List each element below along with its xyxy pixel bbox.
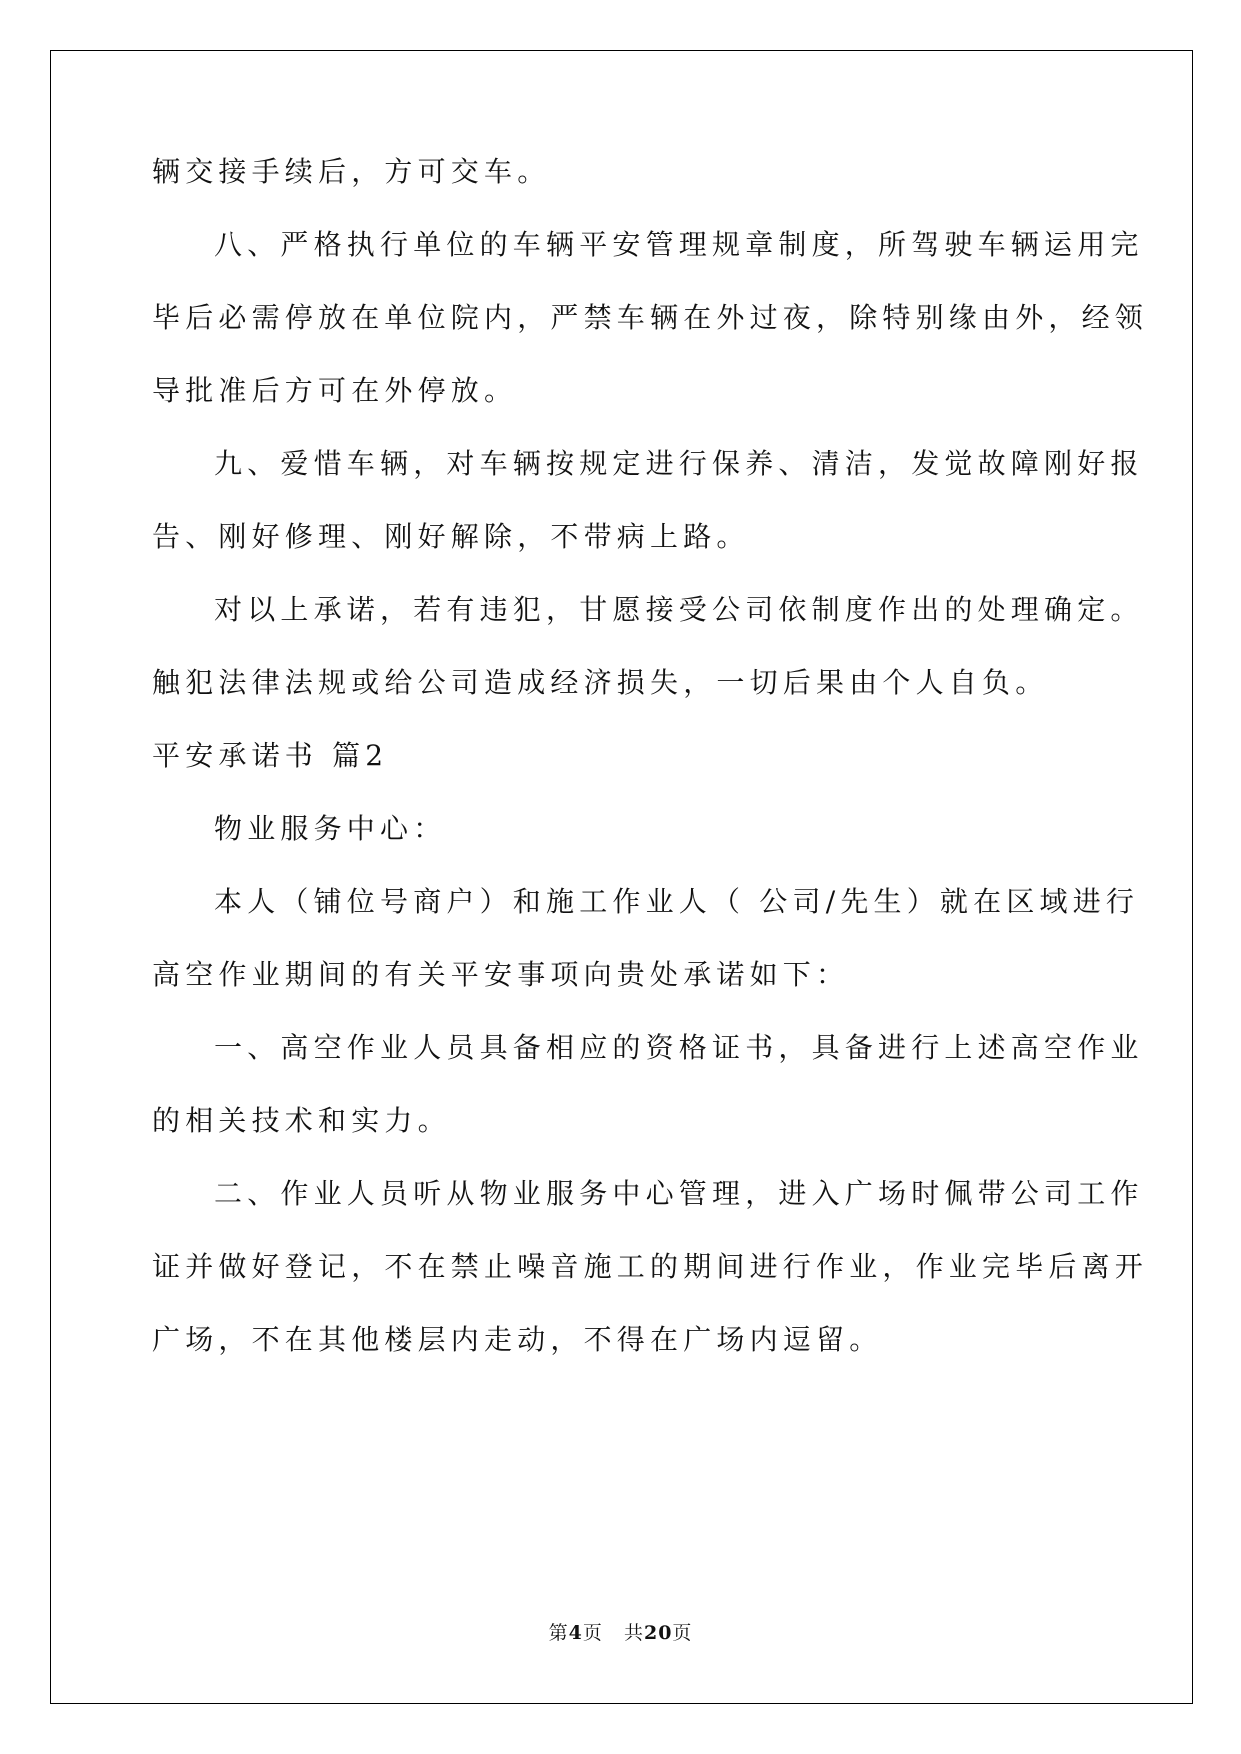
paragraph-line: 九、爱惜车辆，对车辆按规定进行保养、清洁，发觉故障刚好报 (214, 447, 1144, 480)
paragraph-line: 高空作业期间的有关平安事项向贵处承诺如下： (152, 958, 850, 991)
paragraph-line: 辆交接手续后，方可交车。 (152, 155, 551, 188)
paragraph-line: 导批准后方可在外停放。 (152, 374, 518, 407)
paragraph-line: 一、高空作业人员具备相应的资格证书，具备进行上述高空作业 (214, 1031, 1144, 1064)
salutation: 物业服务中心： (214, 812, 447, 845)
paragraph-line: 的相关技术和实力。 (152, 1104, 451, 1137)
footer-page-unit: 页 (582, 1622, 603, 1644)
paragraph-line: 本人（铺位号商户）和施工作业人（ 公司/先生）就在区域进行 (214, 885, 1140, 918)
paragraph-line: 八、严格执行单位的车辆平安管理规章制度，所驾驶车辆运用完 (214, 228, 1144, 261)
footer-total-prefix: 共 (623, 1622, 644, 1644)
footer-total-unit: 页 (672, 1622, 693, 1644)
paragraph-line: 证并做好登记，不在禁止噪音施工的期间进行作业，作业完毕后离开 (152, 1250, 1149, 1283)
section-heading: 平安承诺书 篇2 (152, 739, 389, 772)
paragraph-line: 二、作业人员听从物业服务中心管理，进入广场时佩带公司工作 (214, 1177, 1144, 1210)
paragraph-line: 对以上承诺，若有违犯，甘愿接受公司依制度作出的处理确定。 (214, 593, 1144, 626)
page-number: 4 (568, 1622, 583, 1644)
total-pages: 20 (643, 1622, 673, 1644)
paragraph-line: 告、刚好修理、刚好解除，不带病上路。 (152, 520, 750, 553)
paragraph-line: 广场，不在其他楼层内走动，不得在广场内逗留。 (152, 1323, 883, 1356)
paragraph-line: 触犯法律法规或给公司造成经济损失，一切后果由个人自负。 (152, 666, 1049, 699)
page-footer (0, 1618, 1241, 1645)
footer-prefix: 第 (548, 1622, 569, 1644)
paragraph-line: 毕后必需停放在单位院内，严禁车辆在外过夜，除特别缘由外，经领 (152, 301, 1149, 334)
